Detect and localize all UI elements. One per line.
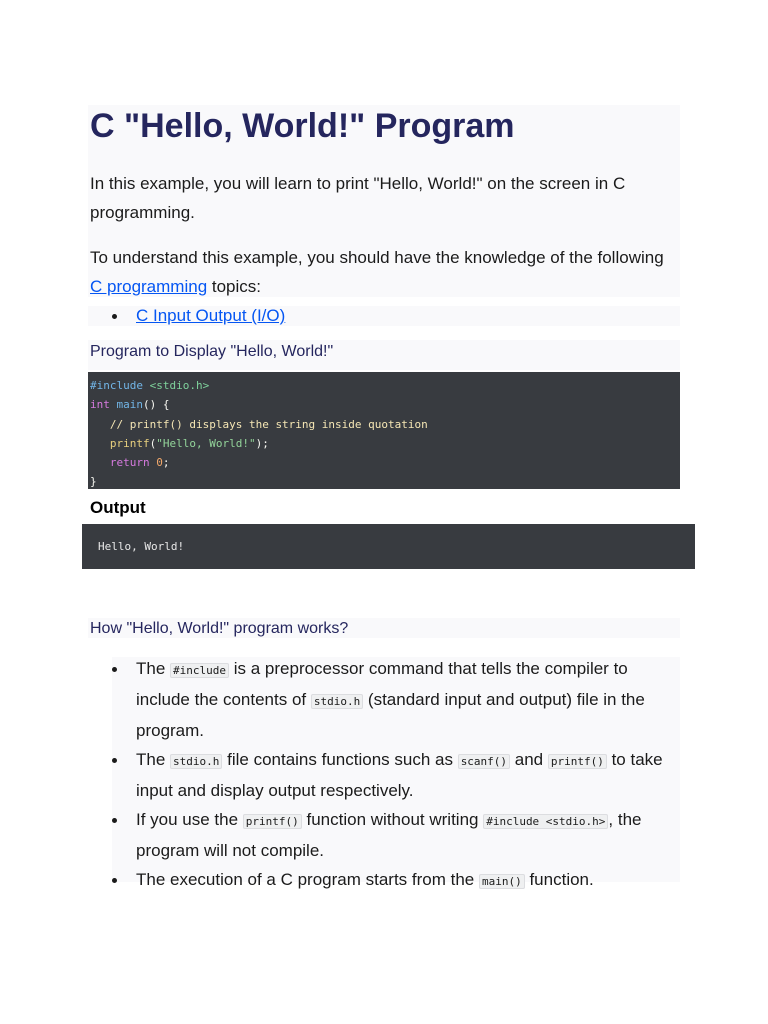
inline-code: printf() xyxy=(548,754,607,769)
output-label: Output xyxy=(90,498,146,517)
code-token: 0 xyxy=(156,456,163,470)
prerequisite-text-before: To understand this example, you should have the knowledge of the following xyxy=(90,248,664,267)
topics-list xyxy=(90,301,675,330)
bullet-icon xyxy=(112,314,117,319)
program-heading: Program to Display "Hello, World!" xyxy=(90,343,334,360)
text: , the program will not compile. xyxy=(136,810,642,860)
how-heading: How "Hello, World!" program works? xyxy=(90,620,349,637)
code-string: "Hello, World!" xyxy=(156,436,256,450)
text: to take input and display output respectively. xyxy=(136,750,663,800)
code-block[interactable] xyxy=(88,372,680,489)
text: If you use the xyxy=(136,810,243,829)
page-title: C "Hello, World!" Program xyxy=(90,107,515,145)
list-item xyxy=(90,301,675,330)
code-token: } xyxy=(90,475,97,489)
list-item xyxy=(90,865,675,896)
text: is a preprocessor command that tells the compiler to include the contents of xyxy=(136,659,628,709)
bullet-icon xyxy=(112,878,117,883)
code-token: printf xyxy=(109,436,150,450)
inline-code: #include xyxy=(170,663,229,678)
bullet-icon xyxy=(112,818,117,823)
list-item xyxy=(90,654,675,745)
code-token: ); xyxy=(255,436,269,450)
inline-code: printf() xyxy=(243,814,302,829)
code-token: #include xyxy=(90,379,143,392)
inline-code: stdio.h xyxy=(311,694,363,709)
bullet-icon xyxy=(112,758,117,763)
c-programming-link[interactable]: C programming xyxy=(90,277,208,296)
text: function. xyxy=(524,870,594,889)
code-token: ; xyxy=(162,456,170,470)
code-comment: // printf() displays the string inside quotation xyxy=(109,417,428,431)
code-token: ( xyxy=(149,436,157,450)
inline-code: stdio.h xyxy=(170,754,222,769)
topic-link-input-output[interactable]: C Input Output (I/O) xyxy=(136,306,286,325)
intro-paragraph: In this example, you will learn to print "Hello, World!" on the screen in C programming. xyxy=(90,174,626,222)
code-token: return xyxy=(109,456,150,470)
text: The xyxy=(136,659,171,678)
text: (standard input and output) file in the program. xyxy=(136,690,645,740)
prerequisite-text-after: topics: xyxy=(207,277,262,296)
output-text: Hello, World! xyxy=(98,540,185,553)
inline-code: #include <stdio.h> xyxy=(483,814,608,829)
text: The execution of a C program starts from the xyxy=(136,870,479,889)
inline-code: scanf() xyxy=(458,754,510,769)
prerequisite-paragraph xyxy=(90,243,675,301)
text: The xyxy=(136,750,171,769)
code-token: () { xyxy=(143,398,170,412)
text: and xyxy=(510,750,548,769)
code-token: main xyxy=(116,398,143,412)
list-item xyxy=(90,805,675,865)
explanation-list xyxy=(90,654,675,896)
inline-code: main() xyxy=(479,874,525,889)
text: function without writing xyxy=(301,810,484,829)
output-block[interactable] xyxy=(82,524,695,569)
text: file contains functions such as xyxy=(222,750,458,769)
list-item xyxy=(90,745,675,805)
code-token: int xyxy=(90,398,110,412)
bullet-icon xyxy=(112,667,117,672)
code-token: <stdio.h> xyxy=(149,379,210,392)
